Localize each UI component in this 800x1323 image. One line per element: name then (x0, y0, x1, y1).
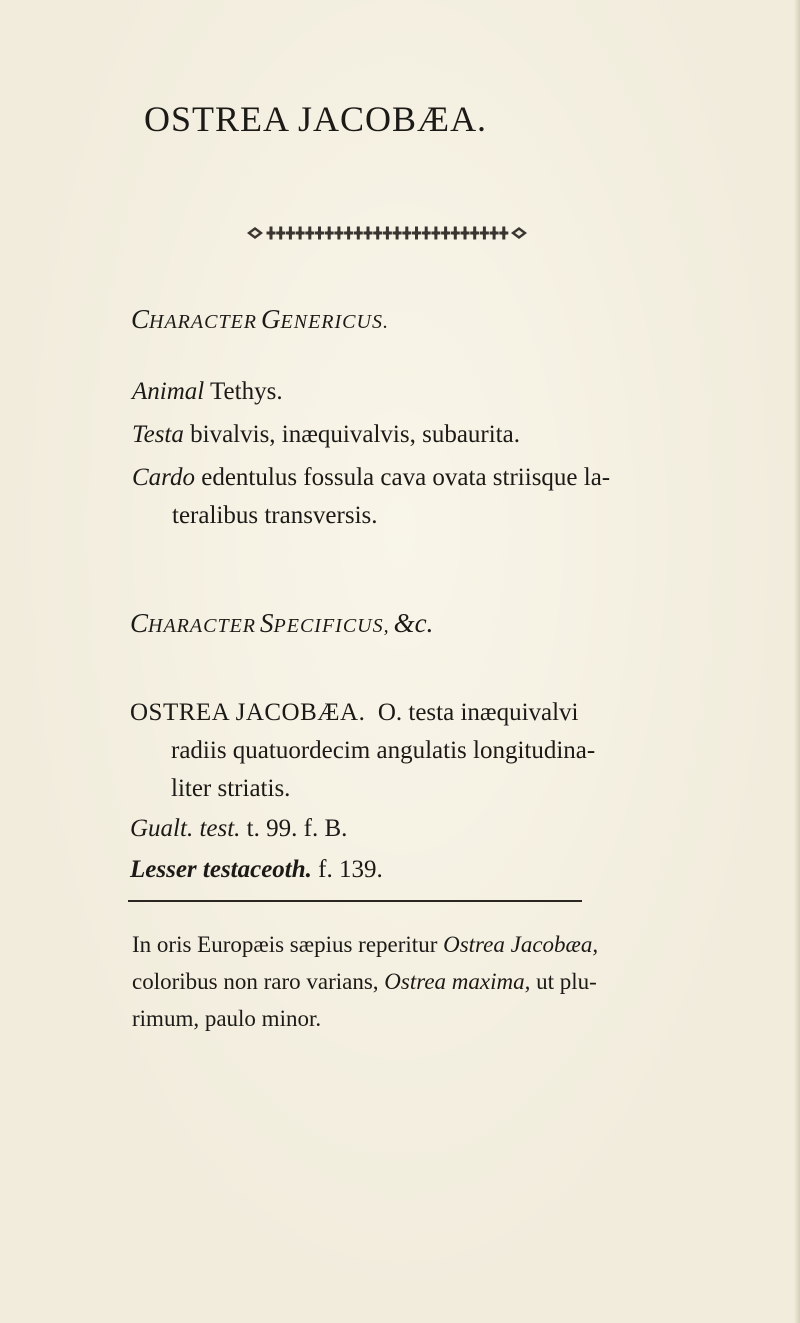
ornament-cross (335, 227, 343, 239)
ornament-cross (316, 227, 324, 239)
note-line-3: rimum, paulo minor. (132, 1006, 322, 1031)
ornament-cross (403, 227, 411, 239)
animal-text: Tethys. (210, 378, 283, 405)
ornament-cross (374, 227, 382, 239)
note-text-2b: Ostrea maxima, (384, 969, 531, 994)
testa-label: Testa (132, 421, 184, 448)
species-desc-2: radiis quatuordecim angulatis longitudina- (171, 737, 596, 764)
animal-line (132, 379, 283, 404)
cardo-line (132, 465, 610, 490)
note-line-1 (132, 933, 598, 956)
ornament-cross (306, 227, 314, 239)
ornament-cross (490, 227, 498, 239)
testa-line (132, 422, 520, 447)
ref2-text: f. 139. (318, 856, 383, 883)
species-name: OSTREA JACOBÆA. (130, 699, 366, 726)
ref1-text: t. 99. f. B. (246, 815, 348, 842)
ornament-cross (267, 227, 275, 239)
ornament-cross (325, 227, 333, 239)
ornament-cross (500, 227, 508, 239)
note-line-2 (132, 970, 597, 993)
species-desc-3: liter striatis. (171, 775, 291, 802)
ornament-cross (393, 227, 401, 239)
ornament-cross (480, 227, 488, 239)
testa-text: bivalvis, inæquivalvis, subaurita. (190, 421, 520, 448)
cardo-continuation: teralibus transversis. (172, 502, 378, 529)
cardo-label: Cardo (132, 464, 195, 491)
ornament-cross (364, 227, 372, 239)
ornament-cross (442, 227, 450, 239)
species-desc-1: O. testa inæquivalvi (377, 699, 579, 726)
species-name-line (130, 700, 579, 725)
animal-label: Animal (132, 378, 205, 405)
ornament-cross (286, 227, 294, 239)
note-text-2c: ut plu- (536, 969, 597, 994)
ornament-cross (345, 227, 353, 239)
page-edge-shadow (794, 0, 800, 1323)
ornament-cross (277, 227, 285, 239)
reference-lesser (130, 857, 383, 882)
heading-character-genericus: CHARACTER GENERICUS. (131, 304, 389, 334)
ornament-cross (432, 227, 440, 239)
note-text-1a: In oris Europæis sæpius reperitur (132, 932, 438, 957)
heading-character-specificus: CHARACTER SPECIFICUS, &c. (130, 608, 434, 638)
ornament-cross (461, 227, 469, 239)
ornament-cross (354, 227, 362, 239)
ornament-cross (451, 227, 459, 239)
note-text-1b: Ostrea Jacobæa, (443, 932, 599, 957)
ornament-cross (383, 227, 391, 239)
ornament-cross (422, 227, 430, 239)
ornament-cross (296, 227, 304, 239)
section-divider (128, 900, 582, 902)
ornament-cross (413, 227, 421, 239)
ref1-label: Gualt. test. (130, 815, 241, 842)
reference-gualtieri (130, 816, 347, 841)
note-text-2a: coloribus non raro varians, (132, 969, 379, 994)
page-title: OSTREA JACOBÆA. (144, 99, 488, 139)
cardo-text: edentulus fossula cava ovata striisque la- (201, 464, 611, 491)
ref2-label: Lesser testaceoth. (130, 856, 312, 883)
ornament-cross (471, 227, 479, 239)
fleuron-row-icon (245, 223, 529, 243)
